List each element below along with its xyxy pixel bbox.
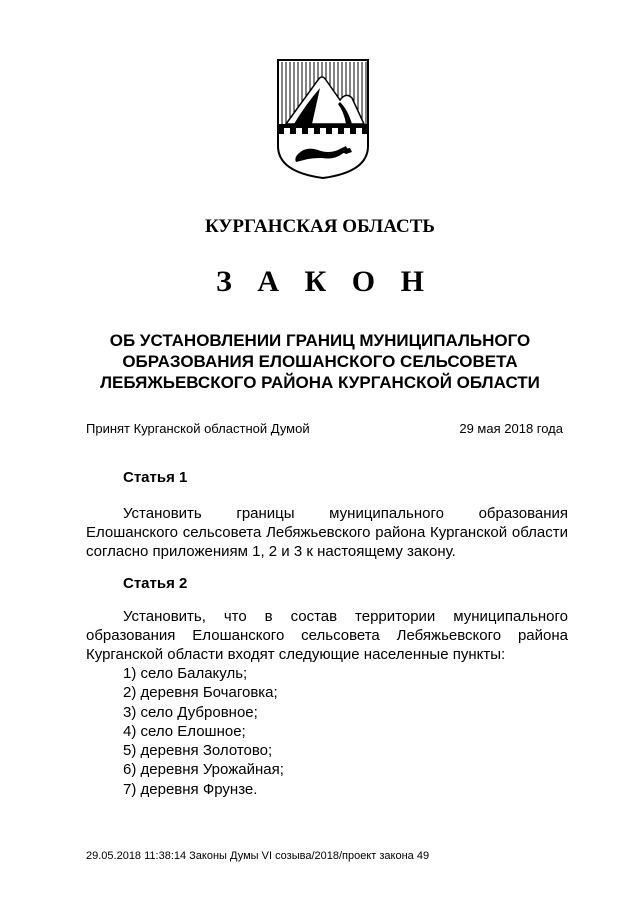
article-2-line: образования Елошанского сельсовета Лебяжьевского района [86,627,568,644]
list-item: 6) деревня Урожайная; [123,761,284,779]
list-item: 7) деревня Фрунзе. [123,780,258,798]
list-item: 4) село Елошное; [123,722,246,740]
coat-of-arms-icon [276,58,370,180]
list-item: 1) село Балакуль; [123,665,248,682]
article-2-heading: Статья 2 [123,575,188,592]
list-item: 3) село Дубровное; [123,703,258,721]
list-item: 2) деревня Бочаговка; [123,684,278,702]
article-2-line: Установить, что в состав территории муниципального [123,608,568,625]
article-1-line: согласно приложениям 1, 2 и 3 к настоящему закону. [86,543,456,560]
law-title [60,330,580,393]
article-1-text [86,504,568,561]
law-title-line: ОБРАЗОВАНИЯ ЕЛОШАНСКОГО СЕЛЬСОВЕТА [122,352,518,371]
document-footer: 29.05.2018 11:38:14 Законы Думы VI созыва/2018/проект закона 49 [86,850,430,862]
law-title-line: ОБ УСТАНОВЛЕНИИ ГРАНИЦ МУНИЦИПАЛЬНОГО [109,331,531,350]
article-1-line: Елошанского сельсовета Лебяжьевского района Курганской области [86,524,568,541]
article-1-heading: Статья 1 [123,469,188,486]
article-1-line: Установить границы муниципального образования [123,505,568,522]
list-item: 5) деревня Золотово; [123,742,273,760]
settlement-list [123,664,284,799]
adoption-date: 29 мая 2018 года [459,421,563,436]
adopted-by: Принят Курганской областной Думой [86,421,310,436]
region-name: КУРГАНСКАЯ ОБЛАСТЬ [205,216,435,237]
law-title-line: ЛЕБЯЖЬЕВСКОГО РАЙОНА КУРГАНСКОЙ ОБЛАСТИ [100,373,540,392]
article-2-text [86,607,568,664]
document-type: З А К О Н [216,265,433,298]
article-2-line: Курганской области входят следующие населенные пункты: [86,646,506,663]
